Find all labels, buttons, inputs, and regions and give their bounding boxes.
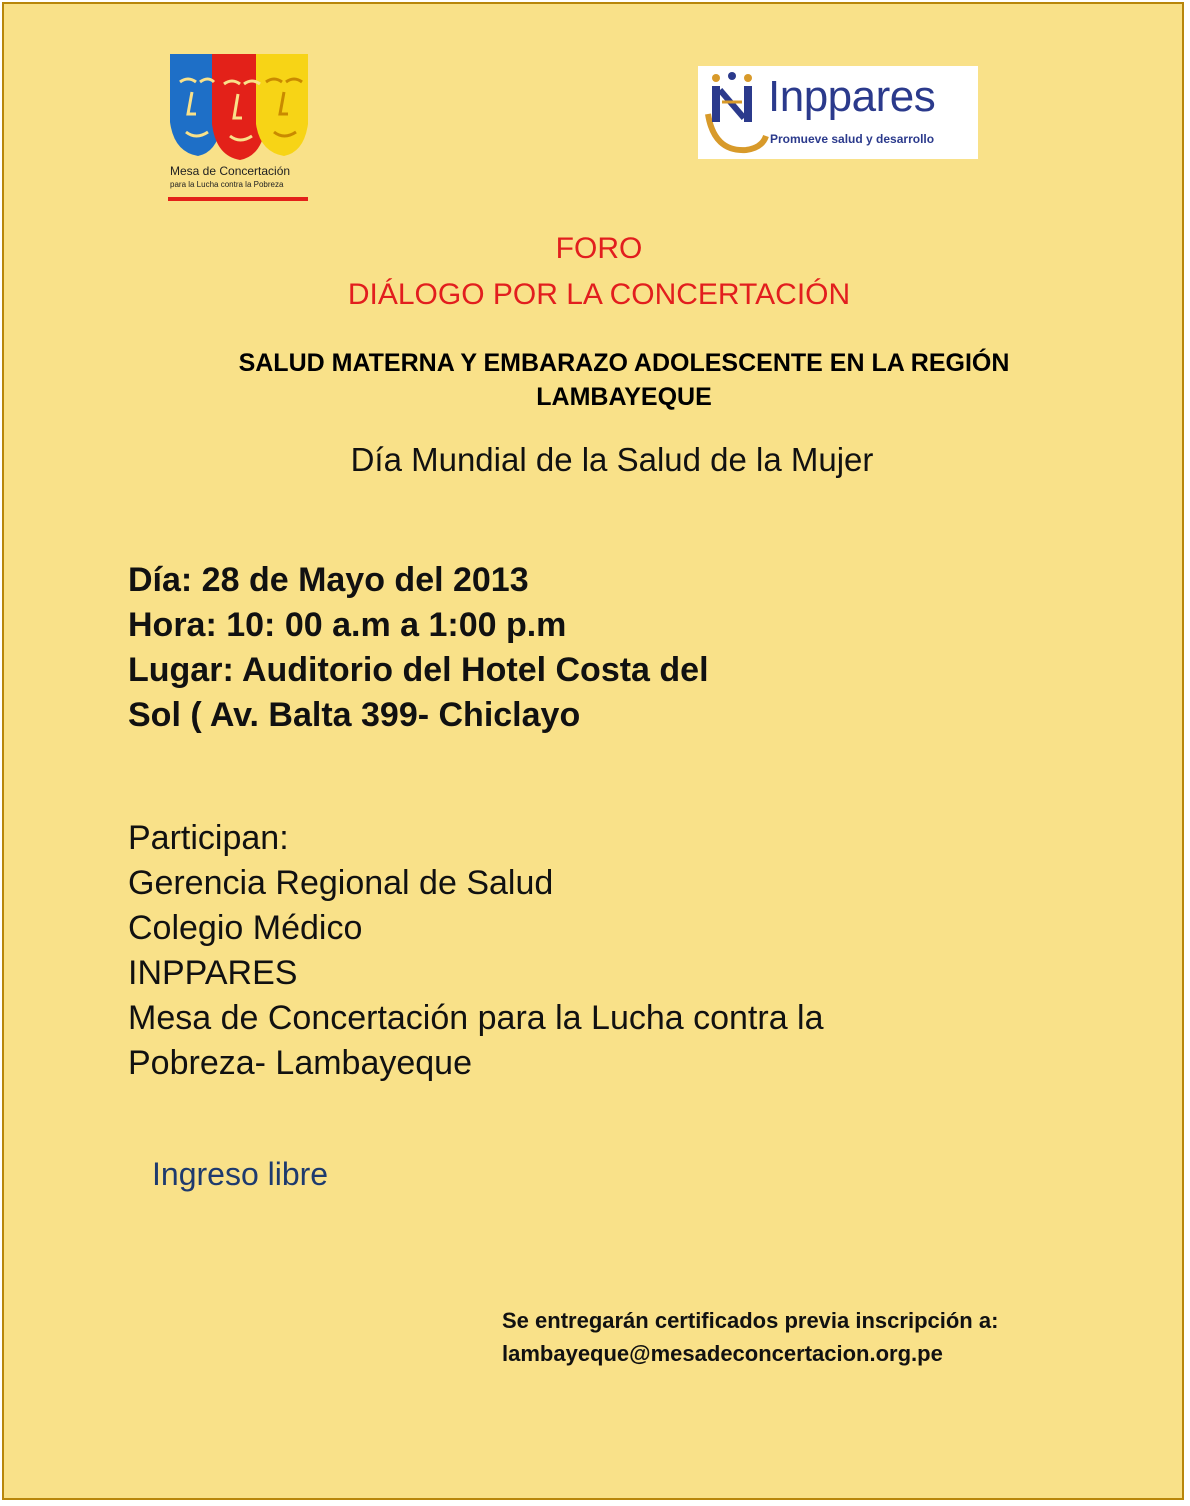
mesa-logo-subtitle: para la Lucha contra la Pobreza bbox=[170, 180, 284, 189]
occasion-text: Día Mundial de la Salud de la Mujer bbox=[350, 441, 874, 478]
poster bbox=[2, 2, 1184, 1500]
participant-item: Mesa de Concertación para la Lucha contra la bbox=[128, 999, 824, 1037]
faces-logo-icon bbox=[168, 52, 310, 164]
topic-line-2: LAMBAYEQUE bbox=[536, 383, 712, 411]
participant-item: Gerencia Regional de Salud bbox=[128, 864, 554, 902]
mesa-logo-underline bbox=[168, 197, 308, 201]
participant-item: Pobreza- Lambayeque bbox=[128, 1044, 473, 1082]
topic-line-1: SALUD MATERNA Y EMBARAZO ADOLESCENTE EN LA REGIÓN bbox=[238, 349, 1010, 377]
foro-heading: FORO bbox=[555, 232, 643, 265]
participants-list bbox=[128, 816, 824, 1086]
participants-heading: Participan: bbox=[128, 819, 289, 857]
event-place-line-1: Lugar: Auditorio del Hotel Costa del bbox=[128, 651, 709, 689]
event-date: Día: 28 de Mayo del 2013 bbox=[128, 561, 529, 599]
dialogo-heading: DIÁLOGO POR LA CONCERTACIÓN bbox=[347, 278, 851, 311]
event-details bbox=[128, 558, 709, 738]
certificates-email: lambayeque@mesadeconcertacion.org.pe bbox=[502, 1341, 943, 1366]
mesa-logo-title: Mesa de Concertación bbox=[170, 164, 291, 178]
inppares-logo bbox=[698, 66, 978, 159]
inppares-logo-name: Inppares bbox=[768, 72, 936, 121]
participant-item: Colegio Médico bbox=[128, 909, 363, 947]
mesa-concertacion-logo bbox=[168, 52, 310, 206]
certificates-note bbox=[502, 1304, 998, 1370]
certificates-text: Se entregarán certificados previa inscripción a: bbox=[502, 1308, 999, 1333]
participant-item: INPPARES bbox=[128, 954, 298, 992]
topic-title bbox=[84, 346, 1164, 414]
inppares-emblem-icon bbox=[700, 66, 770, 159]
entry-note: Ingreso libre bbox=[152, 1156, 329, 1192]
event-place-line-2: Sol ( Av. Balta 399- Chiclayo bbox=[128, 696, 581, 734]
event-time: Hora: 10: 00 a.m a 1:00 p.m bbox=[128, 606, 567, 644]
inppares-logo-tagline: Promueve salud y desarrollo bbox=[770, 132, 935, 146]
